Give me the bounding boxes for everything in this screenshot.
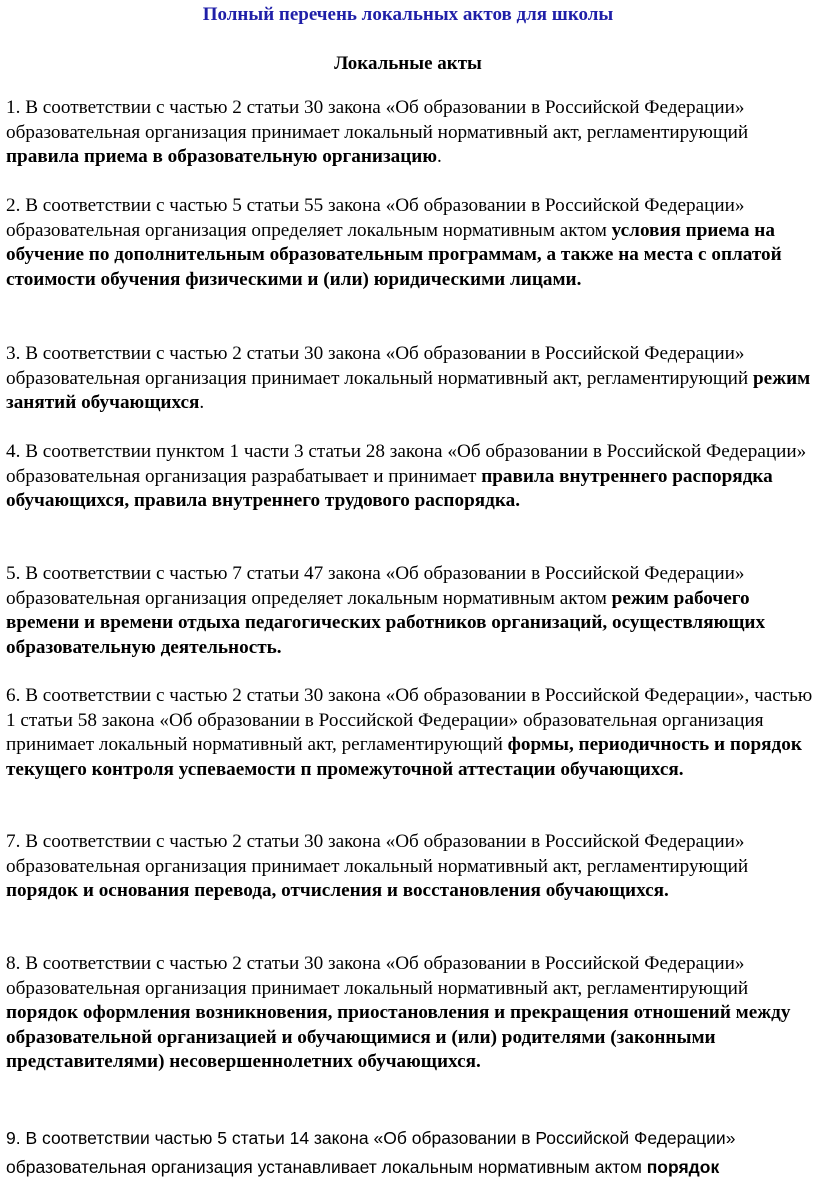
list-item: 9. В соответствии частью 5 статьи 14 закона «Об образовании в Российской Федерации» образовательная организация устанавливает локальным нормативным актом порядок [6, 1128, 736, 1177]
list-item: 7. В соответствии с частью 2 статьи 30 закона «Об образовании в Российской Федерации» образовательная организация принимает локальный нормативный акт, регламентирующий порядок и основания перевода, отчисления и восстановления обучающихся. [6, 831, 749, 902]
document-subtitle: Локальные акты [334, 53, 482, 74]
list-item: 3. В соответствии с частью 2 статьи 30 закона «Об образовании в Российской Федерации» образовательная организация принимает локальный нормативный акт, регламентирующий режим занятий обучающихся. [6, 343, 811, 414]
document-title: Полный перечень локальных актов для школы [202, 4, 614, 25]
list-item: 8. В соответствии с частью 2 статьи 30 закона «Об образовании в Российской Федерации» образовательная организация принимает локальный нормативный акт, регламентирующий порядок оформления возникновения, приостановления и прекращения отношений между образовательной организацией и обучающимися и (или) родителями (законными представителями) несовершеннолетних обучающихся. [6, 953, 791, 1073]
list-item: 2. В соответствии с частью 5 статьи 55 закона «Об образовании в Российской Федерации» образовательная организация определяет локальным нормативным актом условия приема на обучение по дополнительным образовательным программам, а также на места с оплатой стоимости обучения физическими и (или) юридическими лицами. [6, 195, 782, 290]
list-item: 1. В соответствии с частью 2 статьи 30 закона «Об образовании в Российской Федерации» образовательная организация принимает локальный нормативный акт, регламентирующий правила приема в образовательную организацию. [6, 97, 749, 168]
list-item: 6. В соответствии с частью 2 статьи 30 закона «Об образовании в Российской Федерации», частью 1 статьи 58 закона «Об образовании в Российской Федерации» образовательная организация принимает локальный нормативный акт, регламентирующий формы, периодичность и порядок текущего контроля успеваемости п промежуточной аттестации обучающихся. [6, 685, 813, 780]
list-item: 5. В соответствии с частью 7 статьи 47 закона «Об образовании в Российской Федерации» образовательная организация определяет локальным нормативным актом режим рабочего времени и времени отдыха педагогических работников организаций, осуществляющих образовательную деятельность. [6, 563, 766, 658]
list-item: 4. В соответствии пунктом 1 части 3 статьи 28 закона «Об образовании в Российской Федерации» образовательная организация разрабатывает и принимает правила внутреннего распорядка обучающихся, правила внутреннего трудового распорядка. [6, 441, 807, 512]
